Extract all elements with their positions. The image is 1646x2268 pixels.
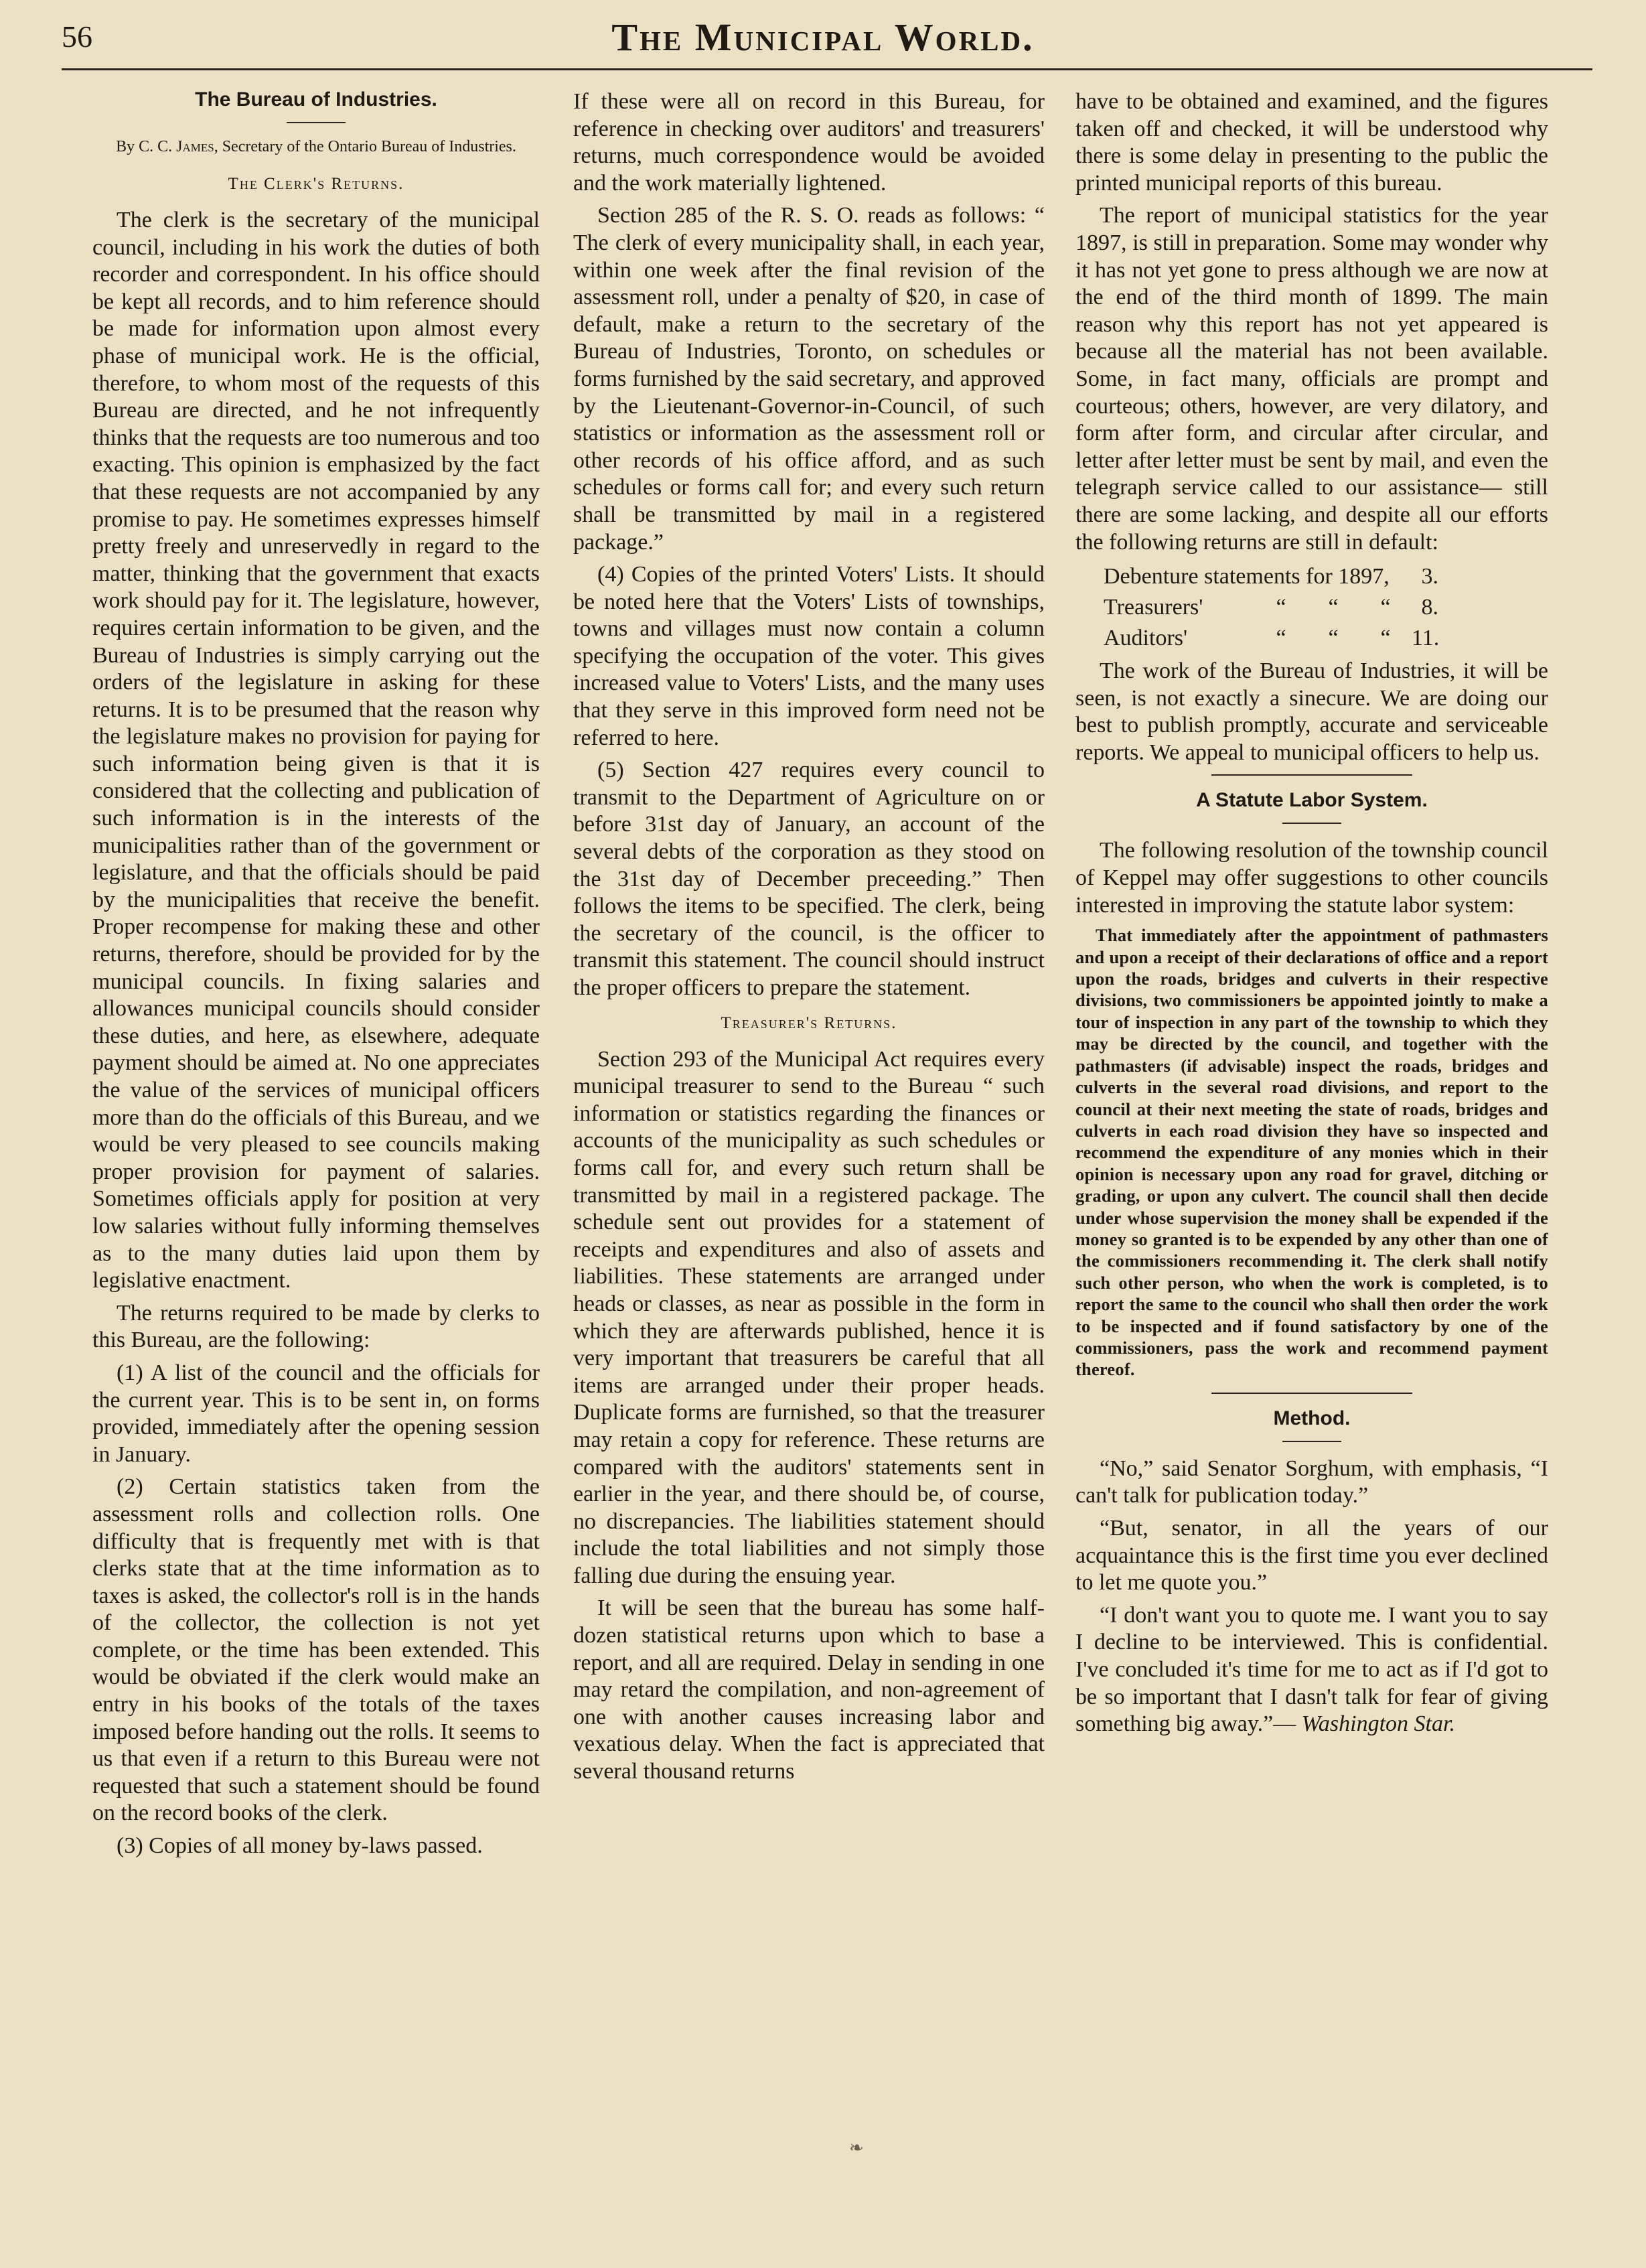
byline-name: James: [176, 138, 214, 155]
title-rule: [287, 122, 346, 123]
paragraph: (3) Copies of all money by-laws passed.: [117, 1833, 483, 1859]
title-rule: [1282, 1441, 1341, 1442]
paragraph: (1) A list of the council and the officials for the current year. This is to be sent in, on forms provided, immediately after the opening session in January.: [92, 1360, 540, 1467]
paragraph: (5) Section 427 requires every council to transmit to the Department of Agriculture on or before 31st day of January, an account of the several debts of the corporation as they stood on the 31st day of December preceeding.” Then follows the items to be specified. The clerk, being the secretary of the council, is the officer to transmit this statement. The council should instruct the proper officers to prepare the statement.: [573, 758, 1045, 1000]
paragraph: “But, senator, in all the years of our acquaintance this is the first time you ever declined to let me quote you.”: [1075, 1515, 1548, 1596]
paragraph: The returns required to be made by clerks to this Bureau, are the following:: [92, 1300, 540, 1353]
paragraph: The report of municipal statistics for the year 1897, is still in preparation. Some may wonder why it has not yet gone to press although we are now at the end of the third month of 1899. The main reason why this report has not yet appeared is because all the material has not been available. Some, in fact many, officials are prompt and courteous; others, however, are very dilatory, and form after form, and circular after circular, and letter after letter must be sent by mail, and even the telegraph service called to our assistance— still there are some lacking, and despite all our efforts the following returns are still in default:: [1075, 203, 1548, 555]
quote-text: “I don't want you to quote me. I want you to say I decline to be interviewed. This is confidential. I've concluded it's time for me to act as if I'd got to be so important that I dasn't talk for fear of giving something big away.”—: [1075, 1602, 1548, 1737]
page-number: 56: [62, 19, 92, 54]
list-item: Treasurers' “ “ “ 8.: [1104, 595, 1438, 620]
defaults-list: [1075, 561, 1548, 654]
paragraph: It will be seen that the bureau has some half-dozen statistical returns upon which to base a report, and all are required. Delay in sending in one may retard the compilation, and non-agreement of one with another causes increasing labor and vexatious delay. When the fact is appreciated that several thousand returns: [573, 1596, 1045, 1784]
list-item: Auditors' “ “ “ 11.: [1104, 626, 1440, 651]
article-separator: [1211, 774, 1412, 776]
byline-rest: , Secretary of the Ontario Bureau of Industries.: [214, 138, 516, 155]
resolution-text: That immediately after the appointment of pathmasters and upon a receipt of their declarations of office and a report upon the roads, bridges and culverts in their respective divisions, two commissioners be appointed jointly to make a tour of inspection in any part of the township to which they may be directed by the council, and together with the pathmasters (if advisable) inspect the roads, bridges and culverts in the several road divisions, and report to the council at their next meeting the state of roads, bridges and culverts in each road division they have so inspected and recommend the expenditure of any monies which in their opinion is necessary upon any road for gravel, ditching or grading, or upon any culvert. The council shall then decide under whose supervision the money shall be expended if the money so granted is to be expended by any other than one of the commissioners recommending it. The clerk shall notify such other person, who when the work is completed, is to report the same to the council who shall then order the work to be inspected and if found satisfactory by one of the commissioners, pass the work and recommend payment thereof.: [1075, 925, 1548, 1380]
header-rule: [62, 68, 1592, 70]
title-rule: [1282, 823, 1341, 824]
paragraph: (2) Certain statistics taken from the assessment rolls and collection rolls. One difficulty that is frequently met with is that clerks state that at the time information as to taxes is asked, the collector's roll is in the hands of the collector, the collection is not yet complete, or the time has been extended. This would be obviated if the clerk would make an entry in his books of the totals of the taxes imposed before handing out the rolls. It seems to us that even if a return to this Bureau were not requested that such a statement should be found on the record books of the clerk.: [92, 1474, 540, 1826]
column-3: [1075, 88, 1548, 1744]
paragraph-continued: have to be obtained and examined, and the figures taken off and checked, it will be understood why there is some delay in presenting to the public the printed municipal reports of this bureau.: [1075, 89, 1548, 196]
column-2: [573, 88, 1045, 1791]
paragraph: [1075, 1602, 1548, 1738]
source-credit: Washington Star.: [1301, 1711, 1455, 1737]
article-title: Method.: [1273, 1407, 1351, 1429]
paragraph: Section 293 of the Municipal Act requires every municipal treasurer to send to the Bureau “ such information or statistics regarding the finances or accounts of the municipality as such schedules or forms call for, and every such return shall be transmitted by mail in a registered package. The schedule sent out provides for a statement of receipts and expenditures and also of assets and liabilities. These statements are arranged under heads or classes, as near as possible in the form in which they are afterwards published, hence it is very important that treasurers be careful that all items are arranged under their proper heads. Duplicate forms are furnished, so that the treasurer may retain a copy for reference. These returns are compared with the auditors' statements sent in earlier in the year, and there should be, of course, no discrepancies. The liabilities statement should include the total liabilities and not simply those falling due during the ensuing year.: [573, 1046, 1045, 1588]
list-item: Debenture statements for 1897, 3.: [1104, 564, 1438, 589]
byline: [113, 137, 520, 157]
paragraph: “No,” said Senator Sorghum, with emphasis, “I can't talk for publication today.”: [1075, 1456, 1548, 1508]
paragraph: (4) Copies of the printed Voters' Lists. It should be noted here that the Voters' Lists of townships, towns and villages must now contain a column specifying the occupation of the voter. This gives increased value to Voters' Lists, and the many uses that they serve in this improved form need not be referred to here.: [573, 562, 1045, 750]
article-title: A Statute Labor System.: [1196, 789, 1428, 812]
paragraph: The clerk is the secretary of the municipal council, including in his work the duties of both recorder and correspondent. In his office should be kept all records, and to him reference should be made for information upon almost every phase of municipal work. He is the official, therefore, to whom most of the requests of this Bureau are directed, and he not infrequently thinks that the requests are too numerous and too exacting. This opinion is emphasized by the fact that these requests are not accompanied by any promise to pay. He sometimes expresses himself pretty freely and unreservedly in regard to the matter, thinking that the government that exacts work should pay for it. The legislature, however, requires certain information to be given, and the Bureau of Industries is simply carrying out the orders of the legislature in asking for these returns. It is to be presumed that the reason why the legislature makes no provision for paying for such information being given is that it is considered that the collecting and publication of such information is in the interests of the municipalities rather than of the government or legislature, and that the officials should be paid by the municipalities that receive the benefit. Proper recompense for making these and other returns, therefore, should be provided for by the municipal councils. In fixing salaries and allowances municipal councils should consider these duties, and here, as elsewhere, adequate payment should be aimed at. No one appreciates the value of the services of municipal officers more than do the officials of this Bureau, and we would be very pleased to see councils making proper provision for payment of salaries. Sometimes officials apply for position at very low salaries without fully informing themselves as to the many duties laid upon them by legislative enactment.: [92, 208, 540, 1293]
paragraph: The work of the Bureau of Industries, it will be seen, is not exactly a sinecure. We are doing our best to publish promptly, accurate and serviceable reports. We appeal to municipal officers to help us.: [1075, 658, 1548, 765]
article-title: The Bureau of Industries.: [195, 88, 437, 111]
section-heading: The Clerk's Returns.: [228, 175, 404, 193]
ornament: ❧: [849, 2138, 864, 2157]
column-1: [92, 88, 540, 1865]
masthead: The Municipal World.: [611, 15, 1035, 59]
article-separator: [1211, 1393, 1412, 1394]
paragraph-continued: If these were all on record in this Bureau, for reference in checking over auditors' and treasurers' returns, much correspondence would be avoided and the work materially lightened.: [573, 89, 1045, 196]
section-heading: Treasurer's Returns.: [721, 1013, 897, 1032]
paragraph: Section 285 of the R. S. O. reads as follows: “ The clerk of every municipality shall, in each year, within one week after the final revision of the assessment roll, under a penalty of $20, in case of default, make a return to the secretary of the Bureau of Industries, Toronto, on schedules or forms furnished by the said secretary, and approved by the Lieutenant-Governor-in-Council, of such statistics or information as the assessment roll or other records of his office afford, and as such schedules or forms call for; and every such return shall be transmitted by mail in a registered package.”: [573, 203, 1045, 555]
byline-prefix: By C. C.: [116, 138, 173, 155]
paragraph: The following resolution of the township council of Keppel may offer suggestions to other councils interested in improving the statute labor system:: [1075, 838, 1548, 918]
